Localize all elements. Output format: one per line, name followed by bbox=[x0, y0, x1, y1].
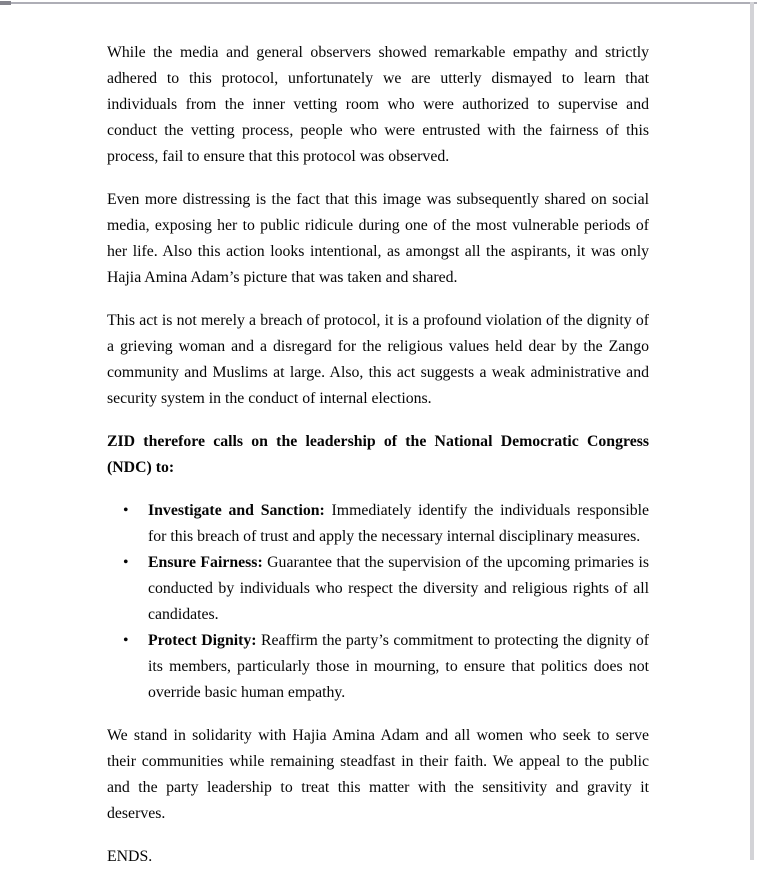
bullet-label: Investigate and Sanction: bbox=[148, 502, 325, 519]
paragraph-breach-of-protocol: This act is not merely a breach of protocol, it is a profound violation of the dignity of a grieving woman and a disregard for the religious values held dear by the Zango community and Muslims at large. Also, this act suggests a weak administrative and security system in the conduct of internal elections. bbox=[107, 312, 649, 407]
paragraph-social-media: Even more distressing is the fact that this image was subsequently shared on social media, exposing her to public ridicule during one of the most vulnerable periods of her life. Also this action looks intentional, as amongst all the aspirants, it was only Hajia Amina Adam’s picture that was taken and shared. bbox=[107, 191, 649, 286]
list-item-fairness bbox=[123, 550, 649, 628]
bullet-icon: • bbox=[123, 632, 129, 649]
bullet-label: Ensure Fairness: bbox=[148, 554, 263, 571]
page-top-edge-line bbox=[0, 2, 757, 4]
demands-list bbox=[107, 498, 649, 706]
call-to-action-heading: ZID therefore calls on the leadership of the National Democratic Congress (NDC) to: bbox=[107, 433, 649, 476]
page-right-edge-line bbox=[750, 2, 754, 860]
document-content bbox=[107, 40, 649, 869]
closing-paragraph: We stand in solidarity with Hajia Amina Adam and all women who seek to serve their communities while remaining steadfast in their faith. We appeal to the public and the party leadership to treat this matter with the sensitivity and gravity it deserves. bbox=[107, 727, 649, 822]
list-item-investigate bbox=[123, 498, 650, 550]
bullet-text: Reaffirm the party’s commitment to protecting the dignity of its members, particularly those in mourning, to ensure that politics does not override basic human empathy. bbox=[148, 632, 649, 701]
paragraph-media-observers: While the media and general observers showed remarkable empathy and strictly adhered to this protocol, unfortunately we are utterly dismayed to learn that individuals from the inner vetting room who were authorized to supervise and conduct the vetting process, people who were entrusted with the fairness of this process, fail to ensure that this protocol was observed. bbox=[107, 44, 649, 165]
page-corner-mark bbox=[0, 1, 11, 5]
bullet-text: Immediately identify the individuals responsible for this breach of trust and apply the necessary internal disciplinary measures. bbox=[148, 502, 650, 545]
bullet-icon: • bbox=[123, 554, 129, 571]
bullet-icon: • bbox=[123, 502, 129, 519]
bullet-text: Guarantee that the supervision of the upcoming primaries is conducted by individuals who respect the diversity and religious rights of all candidates. bbox=[148, 554, 649, 623]
ends-marker: ENDS. bbox=[107, 848, 153, 865]
list-item-dignity bbox=[123, 628, 649, 706]
bullet-label: Protect Dignity: bbox=[148, 632, 257, 649]
